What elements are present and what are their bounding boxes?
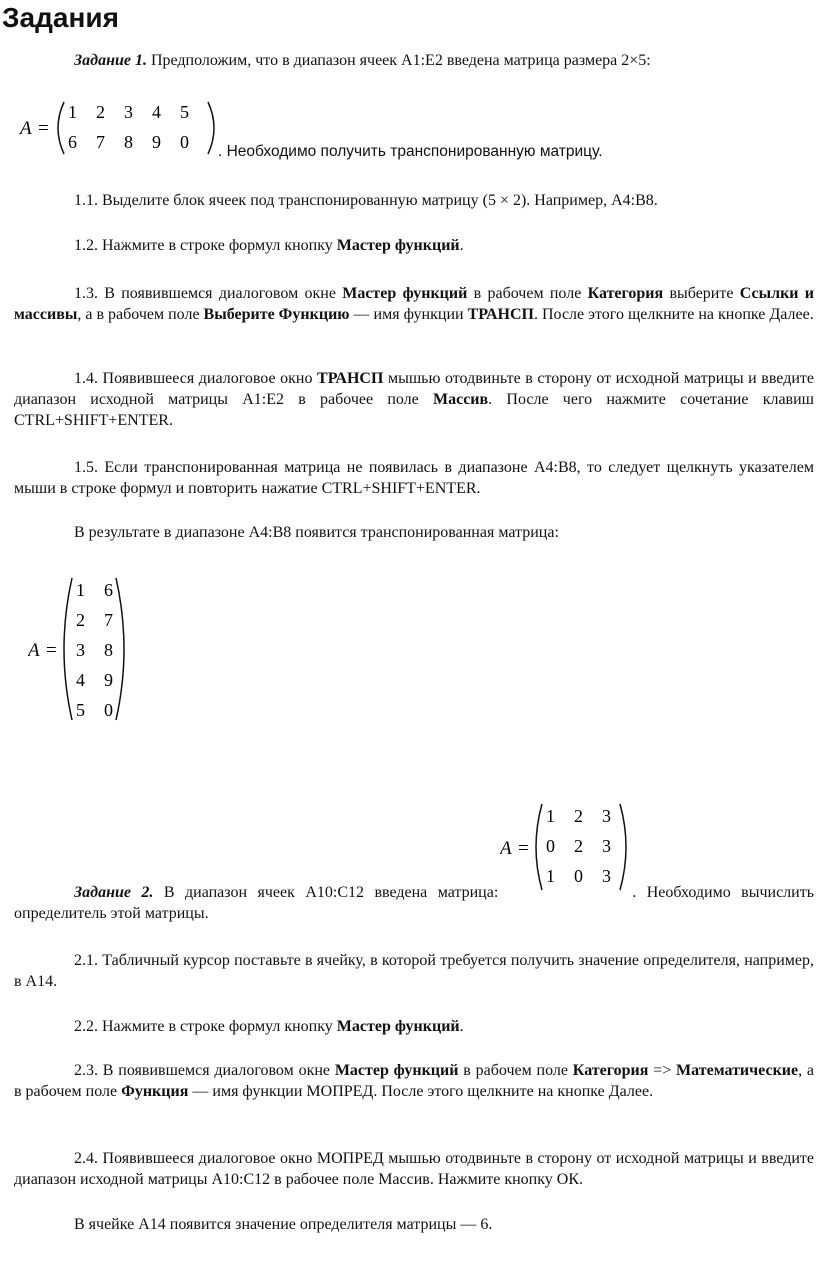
matrix-cell: 8 — [104, 640, 113, 660]
matrix-cell: 3 — [602, 806, 611, 826]
matrix-cell: 4 — [76, 670, 85, 690]
step3-i: — имя функции — [349, 306, 468, 323]
t2-step2-bold: Мастер функций — [336, 1018, 460, 1035]
matrix-var: A — [20, 118, 32, 139]
t2-step3-f: Математические — [676, 1062, 799, 1079]
matrix-cell: 2 — [574, 806, 583, 826]
matrix-cell: 1 — [546, 806, 555, 826]
matrix-cell: 3 — [76, 640, 85, 660]
step3-a: 1.3. В появившемся диалоговом окне — [74, 285, 343, 302]
matrix-cell: 0 — [104, 700, 113, 720]
matrix-cell: 4 — [152, 102, 161, 122]
matrix-cell: 8 — [124, 132, 133, 152]
step3-h: Выберите Функцию — [203, 306, 350, 323]
matrix-cell: 6 — [104, 580, 113, 600]
step2-bold: Мастер функций — [336, 237, 460, 254]
matrix-cell: 3 — [602, 866, 611, 886]
step3-e: выберите — [663, 285, 740, 302]
task1-step2 — [14, 235, 814, 256]
matrix-2x5 — [18, 98, 228, 158]
matrix-cell: 0 — [546, 836, 555, 856]
task1-step1: 1.1. Выделите блок ячеек под транспонированную матрицу (5 × 2). Например, А4:В8. — [74, 192, 658, 209]
t2-step3-a: 2.3. В появившемся диалоговом окне — [74, 1062, 335, 1079]
task1-intro — [14, 50, 814, 71]
matrix-5x2 — [28, 574, 168, 724]
step3-j: ТРАНСП — [467, 306, 534, 323]
t2-step3-b: Мастер функций — [334, 1062, 459, 1079]
matrix-cell: 2 — [574, 836, 583, 856]
task2-step1: 2.1. Табличный курсор поставьте в ячейку, в которой требуется получить значение определителя, например, в А14. — [14, 952, 814, 990]
t2-step2-end: . — [459, 1018, 464, 1035]
matrix-cell: 9 — [152, 132, 161, 152]
page-title: Задания — [2, 2, 119, 33]
matrix-cell: 6 — [68, 132, 77, 152]
t2-step3-i: — имя функции МОПРЕД. После этого щелкните на кнопке Далее. — [188, 1083, 654, 1100]
step2-end: . — [459, 237, 464, 254]
step3-d: Категория — [587, 285, 664, 302]
task2-result: В ячейке А14 появится значение определителя матрицы — 6. — [74, 1216, 493, 1233]
matrix-cell: 0 — [180, 132, 189, 152]
step3-g: , а в рабочем поле — [77, 306, 204, 323]
t-matrix-eq: = — [46, 640, 57, 661]
step4-c: мышью отодвиньте в сторону от исходной матрицы и введите диапазон исходной матрицы А1:Е2 в рабочее поле — [14, 370, 814, 408]
task2-step4: 2.4. Появившееся диалоговое окно МОПРЕД мышью отодвиньте в сторону от исходной матрицы и введите диапазон исходной матрицы А10:С12 в рабочее поле Массив. Нажмите кнопку ОК. — [14, 1150, 814, 1188]
step4-e: . После чего нажмите сочетание клавиш CTRL+SHIFT+ENTER. — [14, 391, 814, 429]
t2-step3-e: => — [648, 1062, 677, 1079]
task1-label: Задание 1. — [74, 52, 147, 69]
matrix-cell: 5 — [180, 102, 189, 122]
matrix-cell: 5 — [76, 700, 85, 720]
step3-b: Мастер функций — [342, 285, 468, 302]
task1-step4 — [14, 368, 814, 431]
matrix-cell: 3 — [124, 102, 133, 122]
t2-step3-d: Категория — [572, 1062, 649, 1079]
step3-c: в рабочем поле — [467, 285, 588, 302]
step4-a: 1.4. Появившееся диалоговое окно — [74, 370, 318, 387]
matrix-cell: 2 — [96, 102, 105, 122]
step4-b: ТРАНСП — [317, 370, 384, 387]
matrix-cell: 1 — [68, 102, 77, 122]
matrix-cell: 2 — [76, 610, 85, 630]
task2-step2 — [14, 1016, 814, 1037]
matrix-cell: 0 — [574, 866, 583, 886]
t2-step3-h: Функция — [121, 1083, 189, 1100]
matrix-cell: 1 — [76, 580, 85, 600]
matrix-cell: 7 — [96, 132, 105, 152]
step3-f: Ссылки и массивы — [14, 285, 815, 323]
task2-after-matrix: . Необходимо вычислить определитель этой матрицы. — [14, 884, 814, 922]
det-matrix-var: A — [500, 838, 512, 859]
matrix-cell: 3 — [602, 836, 611, 856]
task2-intro — [14, 882, 814, 924]
step2-text: 1.2. Нажмите в строке формул кнопку — [74, 237, 337, 254]
task2-label: Задание 2. — [74, 884, 154, 901]
task2-step3 — [14, 1060, 814, 1102]
matrix-cell: 9 — [104, 670, 113, 690]
step4-d: Массив — [433, 391, 489, 408]
matrix-cell: 7 — [104, 610, 113, 630]
t-matrix-var: A — [28, 640, 40, 661]
task1-step5: 1.5. Если транспонированная матрица не появилась в диапазоне А4:В8, то следует щелкнуть указателем мыши в строке формул и повторить нажатие CTRL+SHIFT+ENTER. — [14, 459, 814, 497]
t2-step3-c: в рабочем поле — [458, 1062, 573, 1079]
step3-k: . После этого щелкните на кнопке Далее. — [533, 306, 814, 323]
t2-step2-text: 2.2. Нажмите в строке формул кнопку — [74, 1018, 337, 1035]
task1-after-matrix: . Необходимо получить транспонированную матрицу. — [218, 143, 603, 160]
matrix-3x3 — [500, 800, 640, 895]
matrix-cell: 1 — [546, 866, 555, 886]
task1-intro-text: Предположим, что в диапазон ячеек А1:Е2 введена матрица размера 2×5: — [146, 52, 651, 69]
matrix-eq: = — [38, 118, 49, 139]
t2-step3-g: , а в рабочем поле — [14, 1062, 815, 1100]
task1-step3 — [14, 283, 814, 325]
task1-result: В результате в диапазоне А4:В8 появится транспонированная матрица: — [74, 524, 559, 541]
det-matrix-eq: = — [518, 838, 529, 859]
task2-intro-text: В диапазон ячеек А10:С12 введена матрица: — [153, 884, 499, 901]
